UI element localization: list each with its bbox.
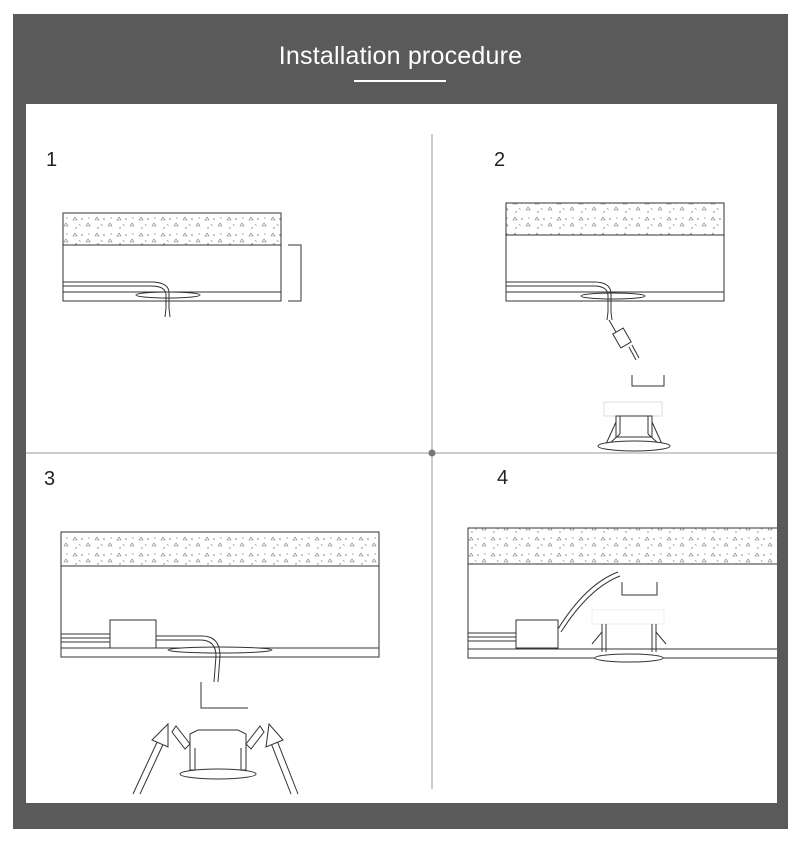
step-number-4: 4 bbox=[497, 467, 509, 489]
step-number-1: 1 bbox=[46, 149, 58, 171]
ceiling-cutout bbox=[581, 293, 645, 299]
driver-box bbox=[516, 620, 558, 648]
page-title: Installation procedure bbox=[278, 42, 523, 70]
step-3-illustration bbox=[61, 532, 379, 794]
header-frame bbox=[13, 14, 788, 829]
step-number-3: 3 bbox=[44, 468, 56, 490]
step-1-illustration bbox=[63, 213, 301, 317]
driver-box bbox=[110, 620, 156, 648]
downlight-fixture bbox=[172, 726, 264, 779]
insert-arrow-left bbox=[133, 724, 168, 794]
bracket bbox=[288, 245, 301, 301]
insert-arrow-right bbox=[266, 724, 298, 794]
ceiling-slab bbox=[61, 532, 379, 566]
ceiling-slab bbox=[506, 203, 724, 235]
step-2-illustration bbox=[506, 203, 724, 451]
installation-diagram bbox=[26, 104, 777, 803]
ceiling-slab bbox=[63, 213, 281, 245]
step-number-2: 2 bbox=[494, 149, 506, 171]
bracket bbox=[632, 375, 664, 386]
bracket bbox=[201, 682, 248, 708]
bracket bbox=[622, 582, 657, 595]
diagram-panel bbox=[26, 104, 777, 803]
step-4-illustration bbox=[468, 528, 777, 662]
downlight-fixture bbox=[598, 402, 670, 451]
title-underline bbox=[354, 80, 446, 82]
ceiling-cutout bbox=[136, 292, 200, 298]
ceiling-slab bbox=[468, 528, 777, 564]
divider-center-dot bbox=[429, 450, 436, 457]
